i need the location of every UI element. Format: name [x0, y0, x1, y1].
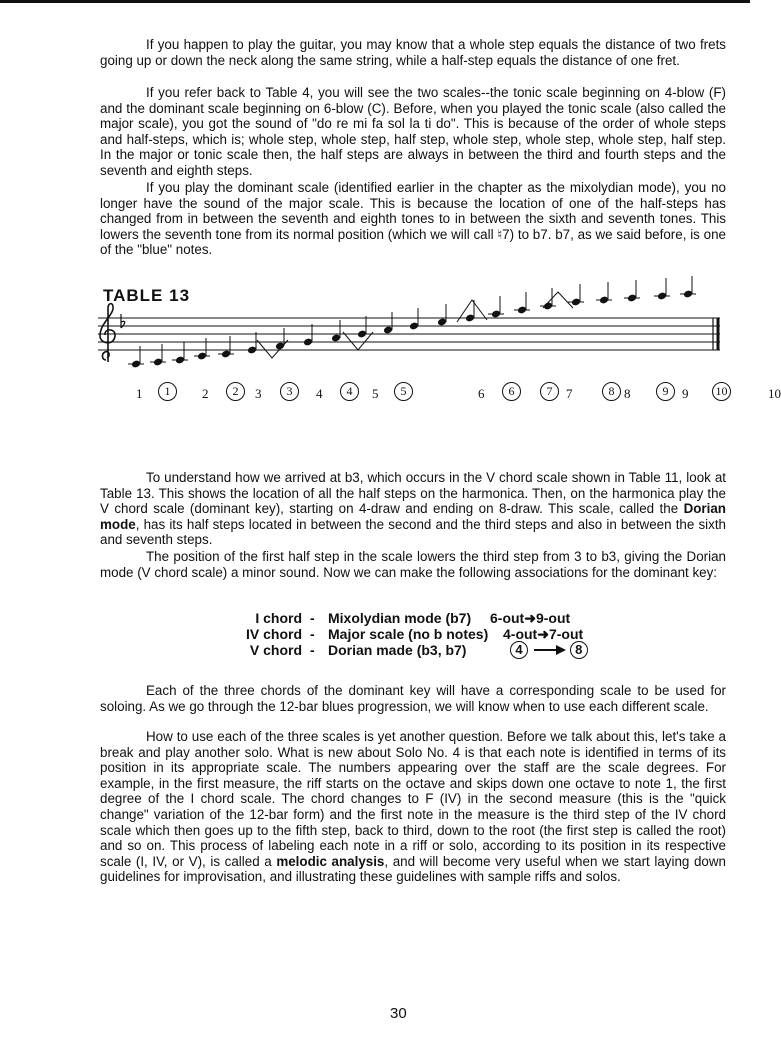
p4-text-b: , has its half steps located in between the second and the third steps and also in between the sixth and seventh steps. [100, 516, 726, 548]
page-number: 30 [390, 1005, 407, 1022]
music-staff [92, 290, 732, 382]
scale-name: Mixolydian mode (b7) [328, 610, 472, 626]
paragraph-table4-scales: If you refer back to Table 4, you will see the two scales--the tonic scale beginning on 4-blow (F) and the dominant scale beginning on 6-blow (C). Before, when you played the tonic scale (also called the major scale), you got the sound of "do re mi fa sol la ti do". This is because of the order of whole steps and half-steps, which is; whole step, whole step, half step, whole step, whole step, whole step, half step. In the major or tonic scale then, the half steps are always in between the third and fourth steps and the seventh and eighth steps. [100, 85, 726, 178]
chord-name: IV chord [245, 626, 302, 642]
scale-degree-circled: 3 [280, 382, 299, 401]
paragraph-melodic-analysis [100, 729, 726, 885]
scale-degree-circled: 10 [712, 382, 731, 401]
scale-degree: 2 [202, 386, 209, 401]
scale-name: Major scale (no b notes) [328, 626, 489, 642]
dash: - [310, 642, 315, 658]
scale-degree: 1 [136, 386, 143, 401]
paragraph-dorian-mode [100, 470, 726, 548]
scale-degree-circled: 6 [502, 382, 521, 401]
p4-text-a: To understand how we arrived at b3, which occurs in the V chord scale shown in Table 11, look at Table 13. This shows the location of all the half steps on the harmonica. Then, on the harmonica play the V chord scale (dominant key), starting on 4-draw and ending on 8-draw. This scale, called the [100, 470, 726, 517]
melodic-analysis-term: melodic analysis [276, 853, 385, 869]
scale-degree-row [92, 382, 781, 408]
chord-name: I chord [255, 610, 302, 626]
chord-name: V chord [249, 642, 302, 658]
hole-range-circled [510, 641, 588, 659]
arrow-right-icon [532, 645, 566, 655]
scale-degree: 6 [478, 386, 485, 401]
dorian-mode-term: Dorian mode [100, 501, 726, 532]
scan-top-edge [0, 0, 750, 3]
paragraph-soloing-scales: Each of the three chords of the dominant key will have a corresponding scale to be used for soloing. As we go through the 12-bar blues progression, we will know when to use each different scale. [100, 683, 726, 714]
scale-noteheads [128, 276, 696, 368]
scale-degree-circled: 1 [158, 382, 177, 401]
dash: - [310, 610, 315, 626]
scale-degree: 7 [566, 386, 573, 401]
scale-degree: 3 [255, 386, 262, 401]
p7-text-a: How to use each of the three scales is yet another question. Before we talk about this, let's take a break and play another solo. What is new about Solo No. 4 is that each note is identified in terms of its position in its appropriate scale. The numbers appearing over the staff are the scale degrees. For example, in the first measure, the riff starts on the octave and skips down one octave to note 1, the first degree of the I chord scale. The chord changes to F (IV) in the second measure (this is the "quick change" variation of the 12-bar form) and the first note in the measure is the third step of the IV chord scale which then goes up to the fifth step, back to third, down to the root (the first step is called the root) and so on. This process of labeling each note in a riff or solo, according to its position in its respective scale (I, IV, or V), is called a [100, 729, 726, 869]
paragraph-dominant-scale: If you play the dominant scale (identified earlier in the chapter as the mixolydian mode), you no longer have the sound of the major scale. This is because the location of one of the half-steps has changed from in between the seventh and eighth tones to in between the sixth and seventh tones. This lowers the seventh tone from its normal position (which we will call ♮7) to b7. b7, as we said before, is one of the "blue" notes. [100, 180, 726, 258]
scale-degree-circled: 4 [340, 382, 359, 401]
scale-degree-circled: 5 [394, 382, 413, 401]
scale-degree: 8 [624, 386, 631, 401]
scale-name: Dorian made (b3, b7) [328, 642, 467, 658]
scale-degree-circled: 8 [602, 382, 621, 401]
scale-degree: 4 [316, 386, 323, 401]
scale-degree-circled: 2 [226, 382, 245, 401]
p7-text-b: , and will become very useful when we start laying down guidelines for improvisation, and illustrating these guidelines with sample riffs and solos. [100, 853, 726, 885]
staff-lines [98, 318, 720, 350]
hole-range: 4-out➜7-out [503, 626, 584, 642]
scale-degree: 9 [682, 386, 689, 401]
hole-range: 6-out➜9-out [490, 610, 571, 626]
scale-degree: 5 [372, 386, 379, 401]
scale-degree: 10 [768, 386, 781, 401]
table-13-title: TABLE 13 [103, 286, 191, 305]
circled-hole-from: 4 [510, 641, 528, 659]
scale-degree-circled: 9 [656, 382, 675, 401]
scale-degree-circled: 7 [540, 382, 559, 401]
treble-clef-icon [100, 304, 115, 362]
paragraph-guitar-steps: If you happen to play the guitar, you may know that a whole step equals the distance of two frets going up or down the neck along the same string, while a half-step equals the distance of one fret. [100, 37, 726, 68]
dash: - [310, 626, 315, 642]
circled-hole-to: 8 [570, 641, 588, 659]
paragraph-minor-sound: The position of the first half step in the scale lowers the third step from 3 to b3, giving the Dorian mode (V chord scale) a minor sound. Now we can make the following associations for the dominant key: [100, 549, 726, 580]
